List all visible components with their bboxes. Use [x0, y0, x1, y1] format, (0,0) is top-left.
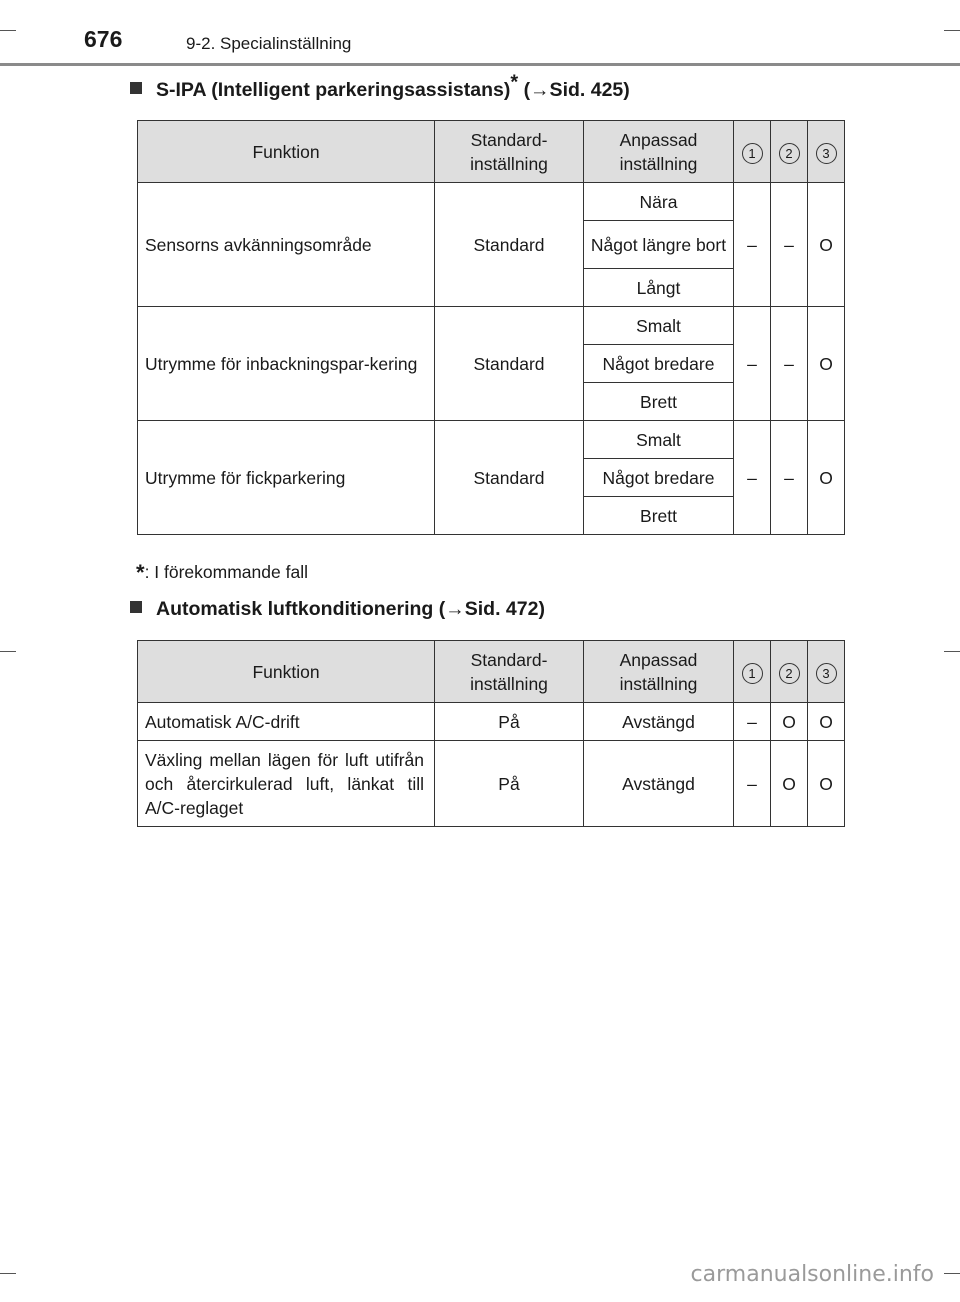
option-cell: Långt [584, 269, 734, 307]
function-cell: Utrymme för fickparkering [138, 421, 435, 535]
table-header-row [138, 121, 845, 183]
circled-1-icon: 1 [742, 143, 763, 164]
col-function: Funktion [138, 641, 435, 703]
method-cell: O [808, 741, 845, 827]
asterisk-icon: * [510, 71, 519, 94]
col-method-3 [808, 121, 845, 183]
option-cell: Något bredare [584, 459, 734, 497]
circled-1-icon: 1 [742, 663, 763, 684]
function-cell: Automatisk A/C-drift [138, 703, 435, 741]
ac-heading: Automatisk luftkonditionering (→Sid. 472) [130, 598, 545, 621]
footnote: *: I förekommande fall [136, 560, 308, 585]
col-method-1 [734, 121, 771, 183]
method-cell: – [734, 307, 771, 421]
col-custom: Anpassad inställning [584, 121, 734, 183]
default-cell: Standard [435, 183, 584, 307]
circled-3-icon: 3 [816, 143, 837, 164]
circled-2-icon: 2 [779, 663, 800, 684]
method-cell: O [808, 421, 845, 535]
ac-table [137, 640, 845, 827]
method-cell: O [808, 307, 845, 421]
default-cell: På [435, 703, 584, 741]
default-cell: På [435, 741, 584, 827]
method-cell: – [734, 703, 771, 741]
page-number: 676 [84, 26, 123, 52]
col-method-2 [771, 641, 808, 703]
col-default: Standard- inställning [435, 641, 584, 703]
method-cell: – [771, 421, 808, 535]
sipa-heading: S-IPA (Intelligent parkeringsassistans)* (→Sid. 425) [130, 79, 630, 102]
watermark: carmanualsonline.info [690, 1262, 934, 1287]
header-divider [0, 63, 960, 66]
option-cell: Smalt [584, 421, 734, 459]
table-row [138, 183, 845, 221]
crop-mark [944, 30, 960, 31]
crop-mark [944, 1273, 960, 1274]
method-cell: O [771, 741, 808, 827]
table-row [138, 741, 845, 827]
col-default: Standard- inställning [435, 121, 584, 183]
method-cell: O [808, 703, 845, 741]
crop-mark [944, 651, 960, 652]
bullet-square-icon [130, 601, 142, 613]
table-header-row [138, 641, 845, 703]
col-method-2 [771, 121, 808, 183]
section-title: 9-2. Specialinställning [186, 34, 352, 53]
asterisk-icon: * [136, 560, 145, 585]
function-cell: Utrymme för inbackningspar-kering [138, 307, 435, 421]
custom-cell: Avstängd [584, 741, 734, 827]
function-cell: Sensorns avkänningsområde [138, 183, 435, 307]
method-cell: – [771, 183, 808, 307]
method-cell: O [771, 703, 808, 741]
col-function: Funktion [138, 121, 435, 183]
option-cell: Smalt [584, 307, 734, 345]
circled-3-icon: 3 [816, 663, 837, 684]
method-cell: – [734, 741, 771, 827]
crop-mark [0, 651, 16, 652]
col-custom: Anpassad inställning [584, 641, 734, 703]
option-cell: Något längre bort [584, 221, 734, 269]
default-cell: Standard [435, 307, 584, 421]
function-cell: Växling mellan lägen för luft utifrån och återcirkulerad luft, länkat till A/C-reglaget [138, 741, 435, 827]
custom-cell: Avstängd [584, 703, 734, 741]
option-cell: Brett [584, 383, 734, 421]
method-cell: – [771, 307, 808, 421]
option-cell: Något bredare [584, 345, 734, 383]
option-cell: Nära [584, 183, 734, 221]
table-row [138, 307, 845, 345]
col-method-3 [808, 641, 845, 703]
method-cell: – [734, 421, 771, 535]
crop-mark [0, 30, 16, 31]
bullet-square-icon [130, 82, 142, 94]
col-method-1 [734, 641, 771, 703]
table-row [138, 421, 845, 459]
method-cell: – [734, 183, 771, 307]
circled-2-icon: 2 [779, 143, 800, 164]
crop-mark [0, 1273, 16, 1274]
method-cell: O [808, 183, 845, 307]
table-row [138, 703, 845, 741]
sipa-table [137, 120, 845, 535]
option-cell: Brett [584, 497, 734, 535]
default-cell: Standard [435, 421, 584, 535]
